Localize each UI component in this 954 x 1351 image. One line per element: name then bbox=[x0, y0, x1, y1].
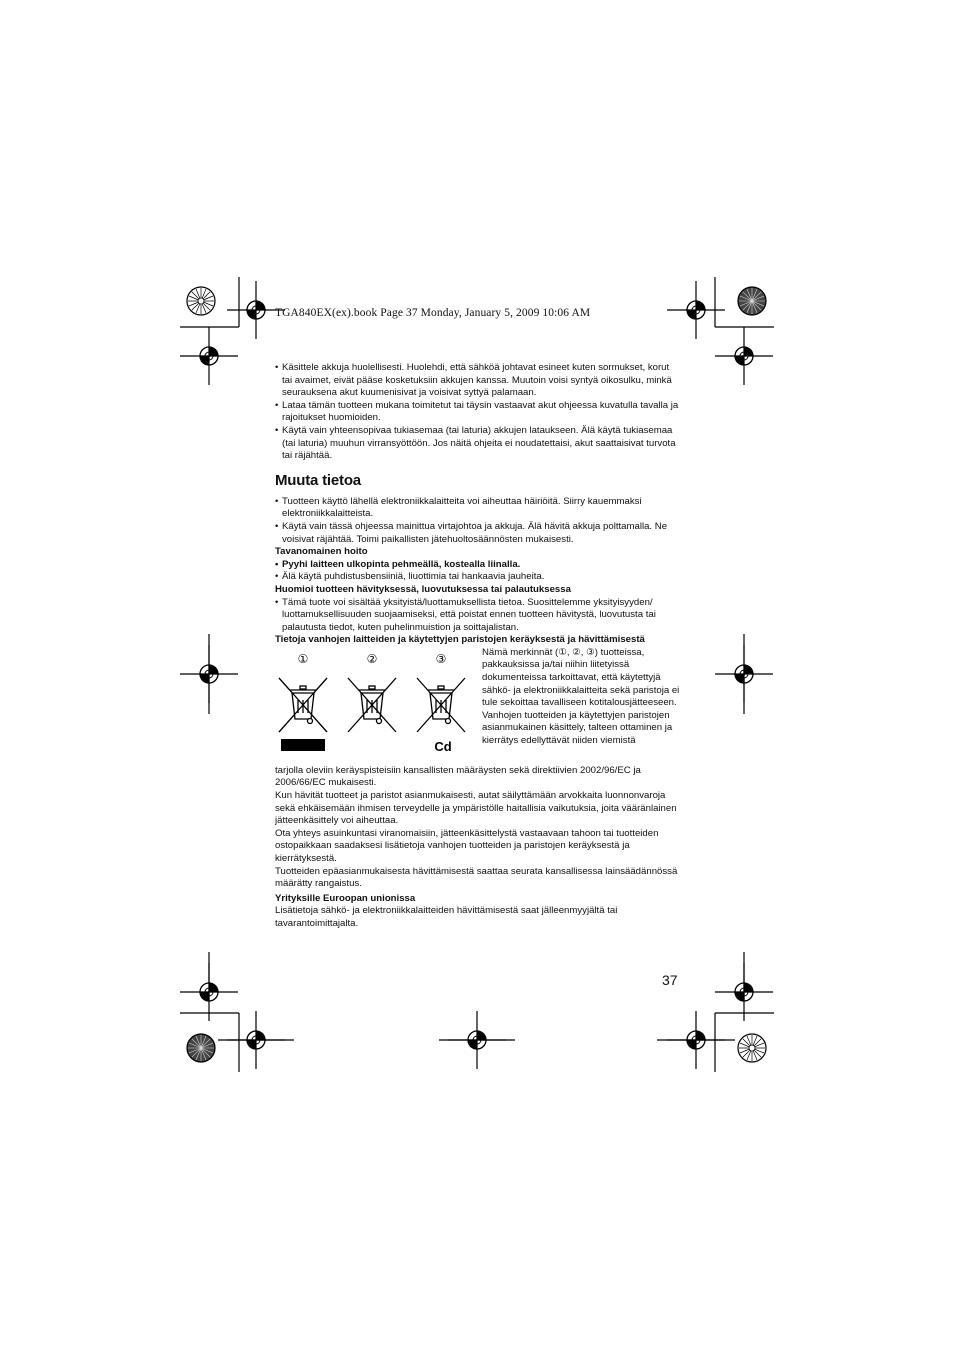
weee-side-text-2: Vanhojen tuotteiden ja käytettyjen paristojen asianmukainen käsittely, talteen ottaminen ja kierrätys edellyttävät niiden viemistä bbox=[482, 709, 673, 747]
disposal-paragraph-3: Tuotteiden epäasianmukaisesta hävittämisestä saattaa seurata kansallisessa lainsäädännössä määrätty rangaistus. bbox=[275, 865, 678, 890]
disposal-continued: tarjolla oleviin keräyspisteisiin kansallisten määräysten sekä direktiivien 2002/96/EC ja 2006/66/EC mukaisesti. bbox=[275, 764, 641, 789]
care-bullet-bold: • Pyyhi laitteen ulkopinta pehmeällä, kostealla liinalla. bbox=[275, 559, 679, 572]
icon-label-3: ③ bbox=[435, 651, 447, 666]
care-heading: Tavanomainen hoito bbox=[275, 546, 368, 558]
page-content bbox=[275, 362, 679, 931]
icon-label-2: ② bbox=[366, 651, 378, 666]
privacy-heading: Huomioi tuotteen hävityksessä, luovutuksessa tai palautuksessa bbox=[275, 583, 571, 595]
cd-label: Cd bbox=[434, 738, 452, 754]
page-number: 37 bbox=[662, 972, 678, 988]
crossed-bin-icon-2 bbox=[348, 678, 396, 732]
other-bullet-2: • Käytä vain tässä ohjeessa mainittua virtajohtoa ja akkuja. Älä hävitä akkuja polttamalla. Ne voisivat räjähtää. Toimi paikallisten jätehuoltosäännösten mukaisesti. bbox=[275, 521, 679, 546]
weee-side-text-1: Nämä merkinnät (①, ②, ③) tuotteissa, pakkauksissa ja/tai niihin liitetyissä dokumenteissa tarkoittavat, että käytettyjä sähkö- ja elektroniikkalaitteita sekä paristoja ei tule sekoittaa tavalliseen kotitalousjätteeseen. bbox=[482, 646, 680, 709]
crossed-bin-icon-3 bbox=[417, 678, 465, 732]
disposal-heading: Tietoja vanhojen laitteiden ja käytettyjen paristojen keräyksestä ja hävittämisestä bbox=[275, 634, 645, 646]
crossed-bin-icon-1 bbox=[279, 678, 327, 732]
print-header: TGA840EX(ex).book Page 37 Monday, January 5, 2009 10:06 AM bbox=[275, 307, 591, 319]
disposal-paragraph-1: Kun hävität tuotteet ja paristot asianmukaisesti, autat säilyttämään arvokkaita luonnonvaroja sekä ehkäisemään ihmisen terveydelle ja ympäristölle haitallisia vaikutuksia, joita vääränlainen jätteenkäsittely voi aiheuttaa. bbox=[275, 790, 677, 827]
other-bullet-1: • Tuotteen käyttö lähellä elektroniikkalaitteita voi aiheuttaa häiriöitä. Siirry kauemmaksi elektroniikkalaitteista. bbox=[275, 496, 679, 521]
battery-bullet-3: • Käytä vain yhteensopivaa tukiasemaa (tai laturia) akkujen lataukseen. Älä käytä tukiasemaa (tai laturia) muuhun virransyöttöön. Jos näitä ohjeita ei noudatettaisi, akut saattaisivat turvota tai räjähtää. bbox=[275, 425, 679, 463]
weee-symbols bbox=[275, 649, 475, 761]
battery-bullet-1: • Käsittele akkuja huolellisesti. Huolehdi, että sähköä johtavat esineet kuten sormukset, korut tai avaimet, eivät pääse kosketuksiin akkujen kanssa. Muutoin voisi syntyä oikosulku, minkä seurauksena akut kuumenisivat ja voisivat syttyä palamaan. bbox=[275, 362, 679, 400]
privacy-bullet: • Tämä tuote voi sisältää yksityistä/luottamuksellista tietoa. Suosittelemme yksityisyyden/ luottamuksellisuuden suojaamiseksi, että poistat ennen tuotteen hävitystä, luovutusta tai palautusta tiedot, kuten puhelinmuistion ja soittajalistan. bbox=[275, 597, 679, 635]
weee-block bbox=[275, 647, 679, 765]
solid-bar-mark bbox=[281, 739, 325, 751]
disposal-paragraph-2: Ota yhteys asuinkuntasi viranomaisiin, jätteenkäsittelystä vastaavaan tahoon tai tuotteiden ostopaikkaan saadaksesi lisätietoja vanhojen tuotteiden ja paristojen keräyksestä ja kierrätyksestä. bbox=[275, 827, 659, 865]
battery-bullet-2: • Lataa tämän tuotteen mukana toimitetut tai täysin vastaavat akut ohjeessa kuvatulla tavalla ja rajoitukset huomioiden. bbox=[275, 400, 679, 425]
section-heading-other-info: Muuta tietoa bbox=[275, 471, 361, 489]
business-text: Lisätietoja sähkö- ja elektroniikkalaitteiden hävittämisestä saat jälleenmyyjältä tai tavarantoimittajalta. bbox=[275, 905, 618, 929]
care-bullet: • Älä käytä puhdistusbensiiniä, liuottimia tai hankaavia jauheita. bbox=[275, 571, 679, 584]
icon-label-1: ① bbox=[297, 651, 309, 666]
weee-side-text bbox=[482, 647, 682, 748]
business-heading: Yrityksille Euroopan unionissa bbox=[275, 892, 416, 904]
